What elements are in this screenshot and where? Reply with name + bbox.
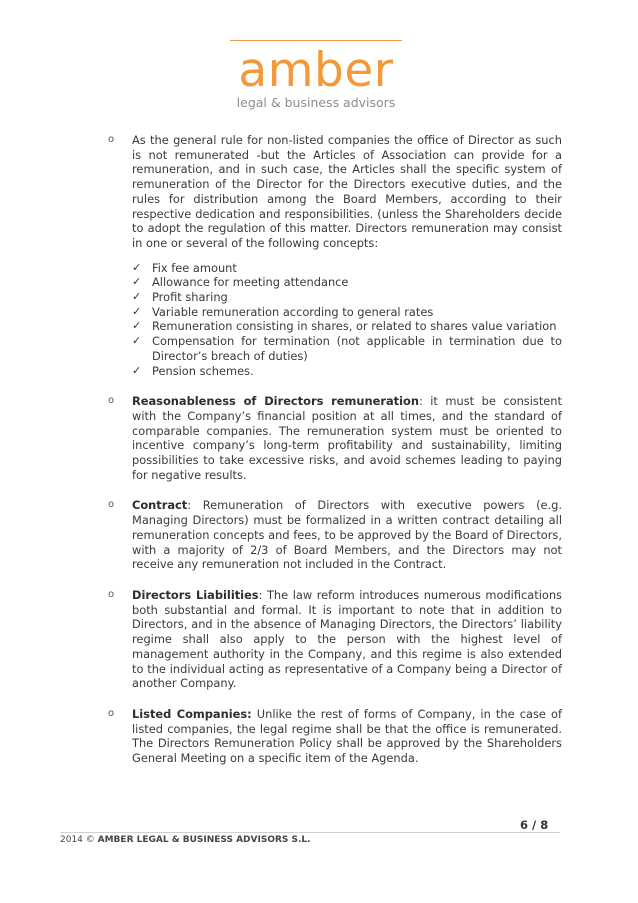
list-item-text: Fix fee amount bbox=[152, 260, 237, 275]
section-reasonableness bbox=[108, 394, 562, 482]
section-text bbox=[132, 588, 562, 691]
checkmark-icon: ✓ bbox=[132, 275, 142, 289]
section-heading: Reasonableness of Directors remuneration bbox=[132, 394, 419, 409]
bullet-marker: o bbox=[108, 588, 115, 600]
list-item bbox=[132, 305, 562, 320]
footer-copyright: 2014 © bbox=[60, 835, 95, 845]
page-number: 6 / 8 bbox=[520, 818, 549, 832]
list-item bbox=[132, 319, 562, 334]
section-body: : The law reform introduces numerous modifications both substantial and formal. It is important to note that in addition to Directors, and in the absence of Managing Directors, the Directors’ liability regime shall also apply to the person with the highest level of management authority in the Company, and this regime is also extended to the individual acting as representative of a Company being a Director of another Company. bbox=[132, 587, 562, 691]
section-contract bbox=[108, 498, 562, 572]
checkmark-icon: ✓ bbox=[132, 260, 142, 274]
section-body: : Remuneration of Directors with executive powers (e.g. Managing Directors) must be formalized in a written contract detailing all remuneration concepts and fees, to be approved by the Board of Directors, with a majority of 2/3 of Board Members, and the Directors may not receive any remuneration not included in the Contract. bbox=[132, 498, 562, 572]
checkmark-icon: ✓ bbox=[132, 290, 142, 304]
section-body: Unlike the rest of forms of Company, in the case of listed companies, the legal regime shall be that the office is remunerated. The Directors Remuneration Policy shall be approved by the Shareholders General Meeting on a specific item of the Agenda. bbox=[132, 706, 562, 766]
bullet-marker: o bbox=[108, 707, 115, 719]
list-item-text: Allowance for meeting attendance bbox=[152, 275, 349, 290]
list-item bbox=[132, 364, 562, 379]
document-body bbox=[108, 133, 562, 782]
logo-tagline: legal & business advisors bbox=[236, 95, 396, 110]
bullet-marker: o bbox=[108, 395, 115, 407]
list-item-text: Remuneration consisting in shares, or related to shares value variation bbox=[152, 319, 557, 334]
section-text bbox=[132, 707, 562, 766]
list-item-text: Variable remuneration according to general rates bbox=[152, 304, 434, 319]
section-body: : it must be consistent with the Company’s financial position at all times, and the standard of comparable companies. The remuneration system must be oriented to incentive company’s long-term profitability and sustainability, limiting possibilities to take excessive risks, and avoid schemes leading to paying for negative results. bbox=[132, 394, 562, 482]
company-logo bbox=[230, 40, 402, 111]
checkmark-icon: ✓ bbox=[132, 304, 142, 318]
section-heading: Contract bbox=[132, 498, 188, 513]
section-body: As the general rule for non-listed companies the office of Director as such is not remunerated -but the Articles of Association can provide for a remuneration, and in such case, the Articles shall the specific system of remuneration of the Director for the Directors executive duties, and the rules for distribution among the Board Members, according to their respective dedication and responsibilities. (unless the Shareholders decide to adopt the regulation of this matter. Directors remuneration may consist in one or several of the following concepts: bbox=[132, 133, 562, 250]
remuneration-concepts-list bbox=[132, 261, 562, 379]
list-item-text: Pension schemes. bbox=[152, 363, 254, 378]
list-item bbox=[132, 334, 562, 363]
list-item bbox=[132, 275, 562, 290]
section-heading: Directors Liabilities bbox=[132, 587, 259, 602]
footer-divider bbox=[60, 832, 560, 833]
list-item bbox=[132, 261, 562, 276]
bullet-marker: o bbox=[108, 499, 115, 511]
list-item-text: Profit sharing bbox=[152, 290, 228, 305]
section-directors-liabilities bbox=[108, 588, 562, 691]
list-item bbox=[132, 290, 562, 305]
section-listed-companies bbox=[108, 707, 562, 766]
page-footer bbox=[60, 835, 311, 845]
checkmark-icon: ✓ bbox=[132, 363, 142, 377]
section-text bbox=[132, 394, 562, 482]
section-text bbox=[132, 133, 562, 251]
section-heading: Listed Companies: bbox=[132, 706, 252, 721]
section-text bbox=[132, 498, 562, 572]
checkmark-icon: ✓ bbox=[132, 334, 142, 348]
list-item-text: Compensation for termination (not applicable in termination due to Director’s breach of duties) bbox=[152, 334, 562, 363]
footer-firm-name: AMBER LEGAL & BUSINESS ADVISORS S.L. bbox=[97, 835, 311, 845]
section-general-rule bbox=[108, 133, 562, 378]
checkmark-icon: ✓ bbox=[132, 319, 142, 333]
logo-wordmark: amber bbox=[238, 43, 394, 98]
logo-top-rule bbox=[230, 40, 402, 41]
bullet-marker: o bbox=[108, 134, 115, 145]
